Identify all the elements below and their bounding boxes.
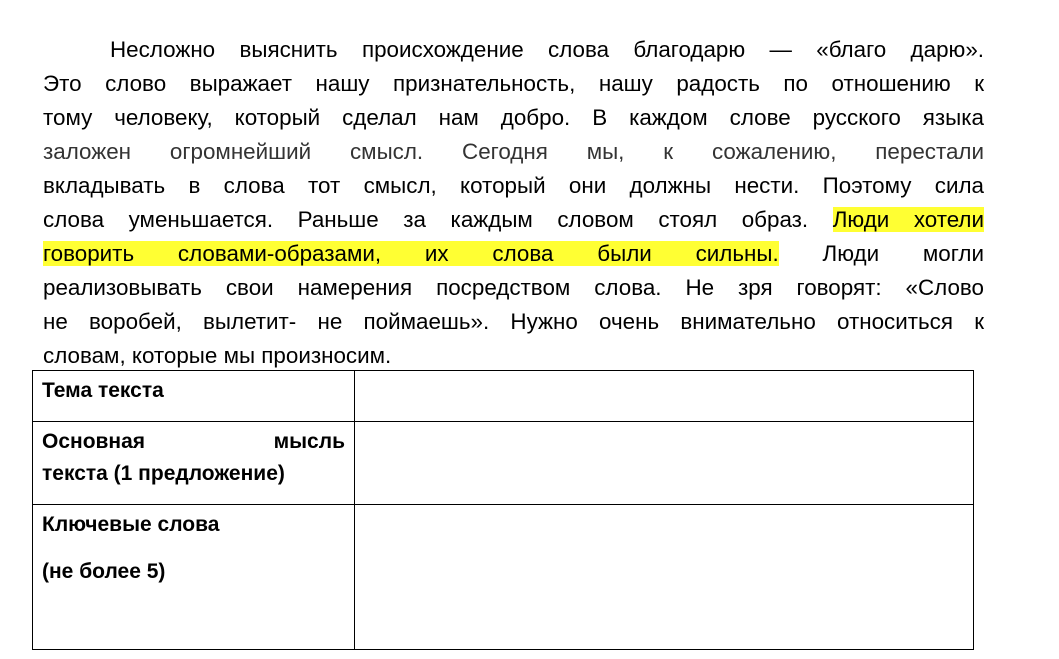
highlighted-text-start: Люди хотели	[832, 207, 985, 232]
table-row-keywords	[33, 505, 974, 650]
paragraph-line-2: Это слово выражает нашу признательность, нашу радость по отношению к	[43, 71, 984, 96]
paragraph-line-3: тому человеку, который сделал нам добро. В каждом слове русского языка	[43, 105, 984, 130]
highlighted-text-end: говорить словами-образами, их слова были сильны.	[43, 241, 779, 266]
paragraph-line-10: словам, которые мы произносим.	[43, 343, 392, 368]
paragraph-line-7	[43, 237, 984, 271]
paragraph-line-9: не воробей, вылетит- не поймаешь». Нужно очень внимательно относиться к	[43, 309, 984, 334]
keywords-answer-cell[interactable]	[355, 505, 974, 650]
line-7-plain-text: Люди могли	[778, 241, 984, 266]
table-row-main-idea	[33, 422, 974, 505]
keywords-label	[33, 505, 355, 650]
main-idea-label	[33, 422, 355, 505]
main-idea-answer-cell[interactable]	[355, 422, 974, 505]
keywords-label-line-1: Ключевые слова	[42, 513, 220, 536]
table-row-topic	[33, 371, 974, 422]
paragraph-line-1: Несложно выяснить происхождение слова благодарю — «благо дарю».	[110, 37, 984, 62]
paragraph-line-8: реализовывать свои намерения посредством слова. Не зря говорят: «Слово	[43, 275, 984, 300]
analysis-table	[32, 370, 974, 650]
paragraph-line-5: вкладывать в слова тот смысл, который они должны нести. Поэтому сила	[43, 173, 984, 198]
keywords-label-line-2: (не более 5)	[42, 560, 166, 583]
main-idea-label-line-2: текста (1 предложение)	[42, 462, 285, 485]
paragraph-line-4: заложен огромнейший смысл. Сегодня мы, к сожалению, перестали	[43, 139, 984, 164]
paragraph-line-6	[43, 203, 984, 237]
line-6-plain-text: слова уменьшается. Раньше за каждым словом стоял образ.	[43, 207, 833, 232]
topic-answer-cell[interactable]	[355, 371, 974, 422]
main-idea-label-line-1: Основная мысль	[42, 430, 345, 453]
text-paragraph	[43, 33, 984, 373]
topic-label: Тема текста	[33, 371, 355, 422]
